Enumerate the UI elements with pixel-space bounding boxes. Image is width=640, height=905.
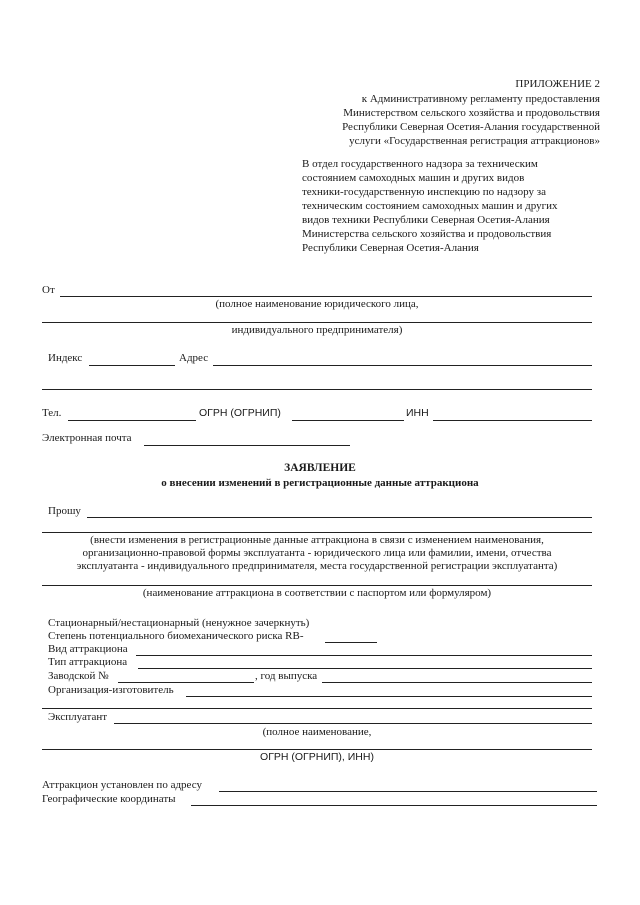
type-label: Тип аттракциона (48, 656, 128, 668)
risk-degree-label: Степень потенциального биомеханического риска RB- (48, 630, 304, 642)
addressee-line: В отдел государственного надзора за техническим (302, 158, 538, 170)
kind-label: Вид аттракциона (48, 643, 128, 655)
index-label: Индекс (48, 352, 83, 364)
email-label: Электронная почта (42, 432, 132, 444)
request-hint: (внести изменения в регистрационные данные аттракциона в связи с изменением наименования, (90, 534, 544, 546)
addressee-line: техническим состоянием самоходных машин и других (302, 200, 558, 212)
request-hint: организационно-правовой формы эксплуатанта - юридического лица или фамилии, имени, отчества (82, 547, 552, 559)
coords-label: Географические координаты (42, 793, 176, 805)
from-hint-2: индивидуального предпринимателя) (231, 324, 403, 336)
addressee-line: Министерства сельского хозяйства и продовольствия (302, 228, 552, 240)
operator-field[interactable] (114, 723, 592, 724)
inn-field[interactable] (433, 420, 592, 421)
manufacturer-field-line-2[interactable] (42, 708, 592, 709)
from-hint-1: (полное наименование юридического лица, (215, 298, 419, 310)
request-hint: эксплуатанта - индивидуального предпринимателя, места государственной регистрации эксплуатанта) (76, 560, 558, 572)
address-label: Адрес (179, 352, 209, 364)
appendix-line: услуги «Государственная регистрация аттракционов» (349, 135, 600, 147)
year-label: , год выпуска (255, 670, 318, 682)
address-field-line-2[interactable] (42, 389, 592, 390)
serial-field[interactable] (118, 682, 254, 683)
statement-title: ЗАЯВЛЕНИЕ (284, 462, 356, 474)
manufacturer-field[interactable] (186, 696, 592, 697)
addressee-line: состоянием самоходных машин и других видов (302, 172, 525, 184)
from-field-line[interactable] (60, 296, 592, 297)
operator-hint: (полное наименование, (262, 726, 372, 738)
addressee-line: Республики Северная Осетия-Алания (302, 242, 479, 254)
phone-field[interactable] (68, 420, 196, 421)
kind-field[interactable] (136, 655, 592, 656)
attraction-name-field[interactable] (42, 585, 592, 586)
location-address-label: Аттракцион установлен по адресу (42, 779, 202, 791)
stationary-text: Стационарный/нестационарный (ненужное зачеркнуть) (48, 617, 310, 629)
phone-label: Тел. (42, 407, 62, 419)
attraction-name-hint: (наименование аттракциона в соответствии с паспортом или формуляром) (142, 587, 492, 599)
appendix-line: Республики Северная Осетия-Алания государственной (342, 121, 600, 133)
ogrn-field[interactable] (292, 420, 404, 421)
address-field[interactable] (213, 365, 592, 366)
addressee-line: техники-государственную инспекцию по надзору за (302, 186, 546, 198)
operator-ogrn-inn: ОГРН (ОГРНИП), ИНН) (260, 751, 374, 763)
type-field[interactable] (138, 668, 592, 669)
appendix-line: Министерством сельского хозяйства и продовольствия (343, 107, 600, 119)
manufacturer-label: Организация-изготовитель (48, 684, 174, 696)
risk-degree-field[interactable] (325, 642, 377, 643)
request-field[interactable] (87, 517, 592, 518)
request-label: Прошу (48, 505, 81, 517)
from-field-line-2[interactable] (42, 322, 592, 323)
request-field-line-2[interactable] (42, 532, 592, 533)
appendix-title: ПРИЛОЖЕНИЕ 2 (515, 78, 600, 90)
inn-label: ИНН (406, 407, 429, 419)
statement-subtitle: о внесении изменений в регистрационные данные аттракциона (161, 477, 479, 489)
email-field[interactable] (144, 445, 350, 446)
index-field[interactable] (89, 365, 175, 366)
serial-label: Заводской № (48, 670, 109, 682)
appendix-line: к Административному регламенту предоставления (361, 93, 600, 105)
operator-label: Эксплуатант (48, 711, 108, 723)
ogrn-label: ОГРН (ОГРНИП) (199, 407, 281, 419)
addressee-line: видов техники Республики Северная Осетия-Алания (302, 214, 550, 226)
from-label: От (42, 284, 55, 296)
location-address-field[interactable] (219, 791, 597, 792)
year-field[interactable] (322, 682, 592, 683)
operator-field-line-2[interactable] (42, 749, 592, 750)
coords-field[interactable] (191, 805, 597, 806)
